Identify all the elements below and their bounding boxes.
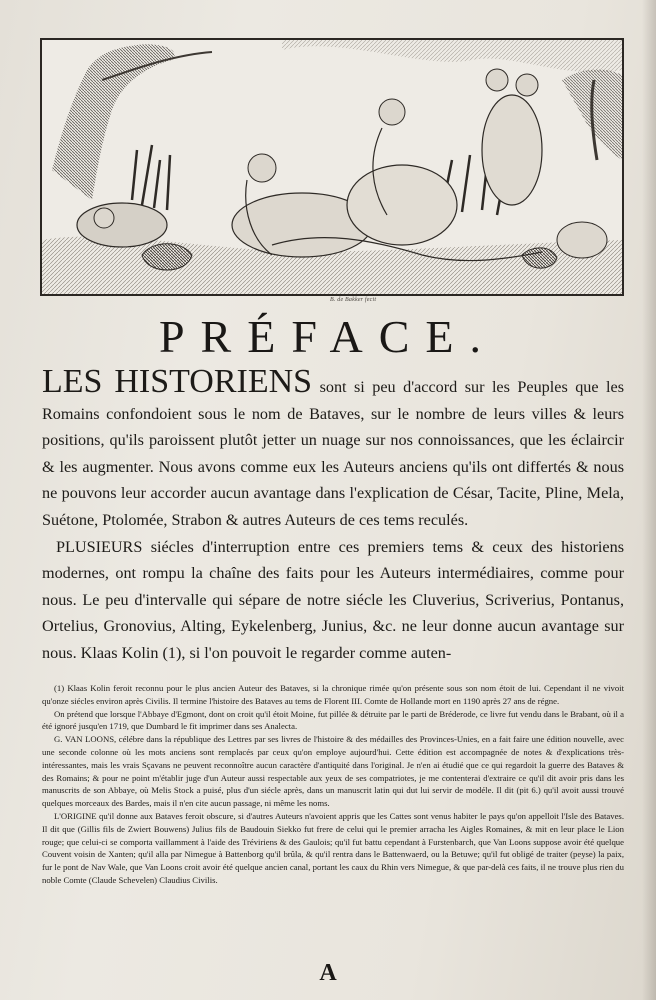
- paragraph-2: [42, 534, 624, 667]
- paragraph-2-text: siécles d'interruption entre ces premiers tems & ceux des historiens modernes, ont rompu la chaîne des faits pour les Auteurs intermédiaires, comme pour nous. Le peu d'intervalle qui sépare de notre siécle les Cluverius, Scriverius, Pontanus, Ortelius, Gronovius, Alting, Eykelenberg, Junius, &c. ne leur donne aucun avantage sur nous. Klaas Kolin (1), si l'on pouvoit le regarder comme auten-: [42, 537, 625, 662]
- signature-mark: A: [319, 960, 337, 986]
- paragraph-1-lead: LES HISTORIENS: [42, 363, 313, 400]
- paragraph-1: [42, 363, 625, 534]
- main-text: [42, 363, 625, 667]
- footnote-1: (1) Klaas Kolin feroit reconnu pour le plus ancien Auteur des Bataves, si la chronique rimée qu'on présente sous son nom étoit de lui. Cependant il ne vivoit qu'onze siécles environ après Civilis. Il termine l'histoire des Bataves au tems de Florent III. Comte de Hollande mort en 1190 après 27 ans de régne.: [42, 683, 624, 706]
- paragraph-2-lead: PLUSIEURS: [56, 537, 143, 556]
- paragraph-1-text: sont si peu d'accord sur les Peuples que les Romains confondoient sous le nom de Bataves, sur le nombre de leurs villes & leurs positions, qu'ils paroissent plutôt jetter un nuage sur nos connoissances, que les éclaircir & les augmenter. Nous avons comme eux les Auteurs anciens qu'ils ont differtés & nous ne pouvons leur accorder aucun avantage dans l'explication de César, Tacite, Pline, Mela, Suétone, Ptolomée, Strabon & autres Auteurs de ces tems reculés.: [42, 378, 625, 529]
- engraving-illustration: [40, 38, 624, 296]
- footnotes: [42, 682, 624, 887]
- footnote-2: On prétend que lorsque l'Abbaye d'Egmont, dont on croit qu'il étoit Moine, fut pillée & détruite par le parti de Bréderode, ce livre fut vendu dans le Brabant, où il a été ignoré jusqu'en 1719, que Dumbard le fit imprimer dans ses Analecta.: [42, 708, 624, 732]
- footnote-3: G. VAN LOONS, célébre dans la république des Lettres par ses livres de l'histoire & des médailles des Provinces-Unies, en a fait faire une édition nouvelle, avec une seconde colonne où les mots anciens sont remplacés par ceux qu'on employe aujourd'hui. Cette édition est accompagnée de notes & d'explications très-intéressantes, mais les vrais Sçavans ne peuvent reconnoître aucun caractère d'antiquité dans l'original. Je n'en ai étudié que ce qui regardoit la guerre des Bataves & des Romains; & pour ne point m'établir juge d'un Auteur aussi respectable aux yeux de ses compatriotes, je me contenterai d'extraire ce qu'il dit avoir pris dans les manuscrits de son Abbaye, où Melis Stock a puisé, plus d'un siécle après, dans un manuscrit latin qui dut lui servir de modéle. Il dit (pit 6.) qu'il avoit aussi trouvé quelques morceaux des Bardes, mais il n'en cite aucun passage, ni même les noms.: [42, 734, 624, 809]
- page-title: PRÉFACE.: [158, 311, 498, 362]
- engraving-credit: B. de Bakker fecit: [330, 297, 377, 303]
- page-edge-shadow: [642, 0, 656, 1000]
- engraving-artwork: [42, 40, 622, 294]
- footnote-4: L'ORIGINE qu'il donne aux Bataves feroit obscure, si d'autres Auteurs n'avoient appris que les Cattes sont venus habiter le pays qu'on appelloit l'Isle des Bataves. Il dit que (Gillis fils de Zwiert Bouwens) Julius fils de Baudouin Siekko fut frere de celui qui le premier arracha les Aigles Romaines, & mit en leur place le Lion rouge; que celui-ci se comporta vaillamment à l'aide des Tréviriens & des Gaulois; qu'il fut battu cependant à Furstenbarch, que Van Loons suppose avoir été quelque Couvent voisin de Xanten; qu'il alla par Nimegue à Battenborg qu'il brûla, & qu'il rentra dans le Battenwaerd, ou la Betuwe; qu'il fut obligé de traiter (peyse) la paix, fur le pont de Nav Wale, que Van Loons croit avoir été quelque ancien canal, portant les caux du Rhin vers Nimegue, & que par-delà ces faits, il ne trouve plus rien du noble Comte (Claude Schevelen) Claudius Civilis.: [42, 810, 624, 885]
